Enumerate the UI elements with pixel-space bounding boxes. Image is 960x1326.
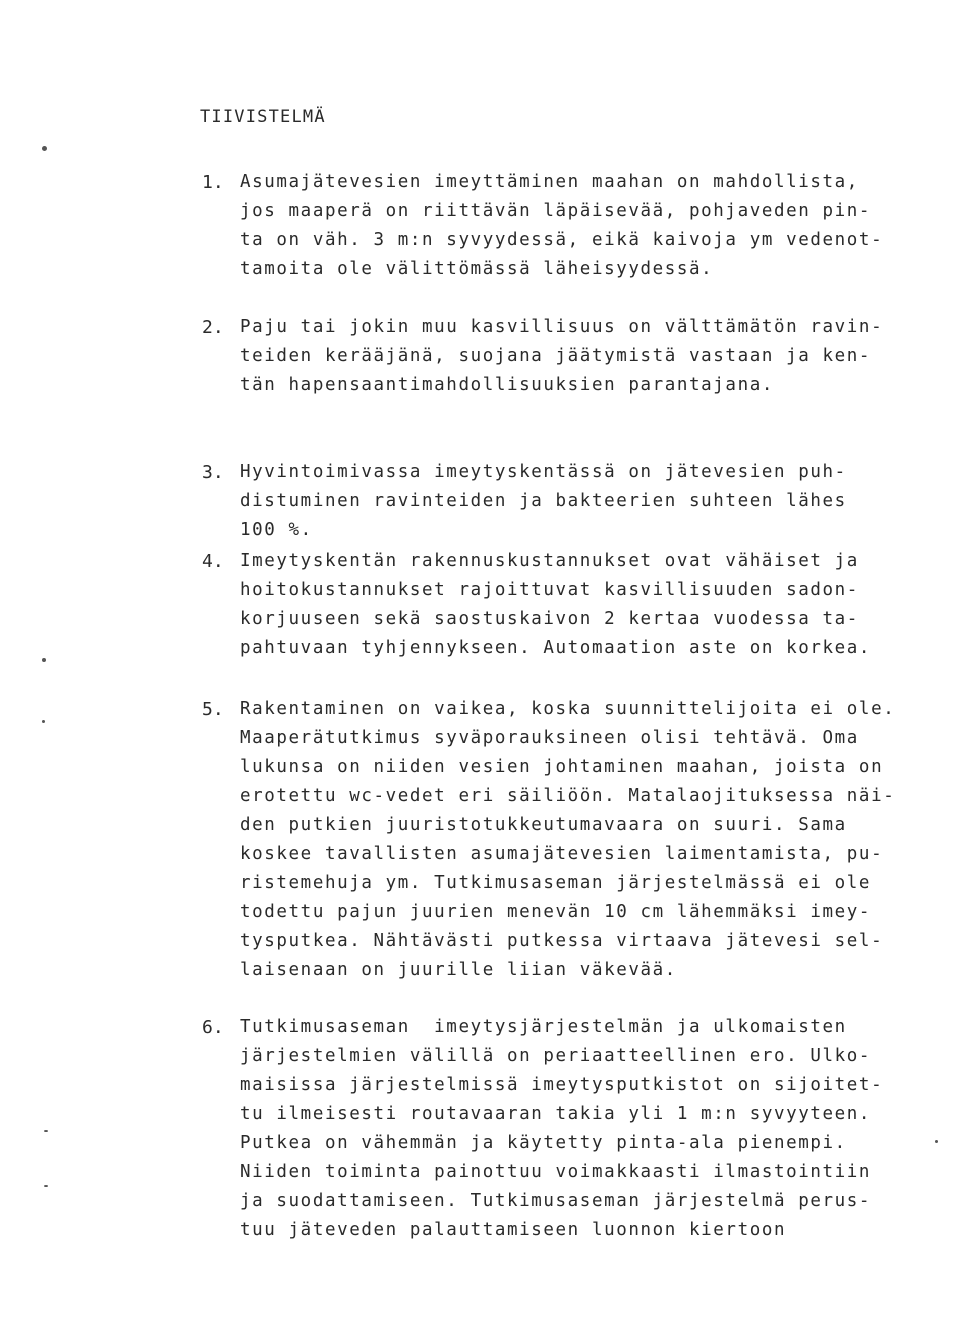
item-number: 5. [202,699,224,720]
text-line: korjuuseen sekä saostuskaivon 2 kertaa vuodessa ta- [240,609,859,629]
text-line: erotettu wc-vedet eri säiliöön. Matalaojituksessa näi- [240,786,896,806]
text-line: hoitokustannukset rajoittuvat kasvillisuuden sadon- [240,580,859,600]
text-line: jos maaperä on riittävän läpäisevää, pohjaveden pin- [240,201,872,221]
item-number: 1. [202,172,224,193]
scan-speck [42,146,47,151]
text-line: laisenaan on juurille liian väkevää. [240,960,677,980]
text-line: den putkien juuristotukkeutumavaara on suuri. Sama [240,815,847,835]
item-text [240,1013,884,1245]
text-line: maisissa järjestelmissä imeytysputkistot on sijoitet- [240,1075,884,1095]
item-text [240,313,884,400]
text-line: Rakentaminen on vaikea, koska suunnittelijoita ei ole. [240,699,896,719]
item-text [240,168,884,284]
text-line: Paju tai jokin muu kasvillisuus on välttämätön ravin- [240,317,884,337]
text-line: tu ilmeisesti routavaaran takia yli 1 m:n syvyyteen. [240,1104,872,1124]
text-line: Niiden toiminta painottuu voimakkaasti ilmastointiin [240,1162,872,1182]
item-text [240,547,880,663]
text-line: ta on väh. 3 m:n syvyydessä, eikä kaivoja ym vedenot- [240,230,884,250]
scan-speck [44,1130,48,1132]
text-line: koskee tavallisten asumajätevesien laimentamista, pu- [240,844,884,864]
text-line: Tutkimusaseman imeytysjärjestelmän ja ulkomaisten [240,1017,847,1037]
text-line: Imeytyskentän rakennuskustannukset ovat vähäiset ja [240,551,859,571]
text-line: distuminen ravinteiden ja bakteerien suhteen lähes [240,491,847,511]
item-number: 2. [202,317,224,338]
text-line: ristemehuja ym. Tutkimusaseman järjestelmässä ei ole [240,873,872,893]
page-title: TIIVISTELMÄ [200,107,326,127]
text-line: tuu jäteveden palauttamiseen luonnon kiertoon [240,1220,787,1240]
item-number: 6. [202,1017,224,1038]
item-number: 3. [202,462,224,483]
text-line: todettu pajun juurien menevän 10 cm lähemmäksi imey- [240,902,872,922]
text-line: Maaperätutkimus syväporauksineen olisi tehtävä. Oma [240,728,859,748]
text-line: järjestelmien välillä on periaatteellinen ero. Ulko- [240,1046,872,1066]
scan-speck [42,720,45,723]
scan-speck [935,1140,938,1143]
text-line: 100 %. [240,520,313,540]
item-number: 4. [202,551,224,572]
text-line: ja suodattamiseen. Tutkimusaseman järjestelmä perus- [240,1191,872,1211]
scan-speck [42,658,46,662]
text-line: Putkea on vähemmän ja käytetty pinta-ala pienempi. [240,1133,847,1153]
text-line: Asumajätevesien imeyttäminen maahan on mahdollista, [240,172,859,192]
text-line: tän hapensaantimahdollisuuksien parantajana. [240,375,774,395]
text-line: tysputkea. Nähtävästi putkessa virtaava jätevesi sel- [240,931,884,951]
text-line: pahtuvaan tyhjennykseen. Automaation aste on korkea. [240,638,872,658]
item-text [240,458,880,545]
text-line: Hyvintoimivassa imeytyskentässä on jätevesien puh- [240,462,847,482]
text-line: teiden kerääjänä, suojana jäätymistä vastaan ja ken- [240,346,872,366]
scan-speck [44,1185,48,1187]
text-line: tamoita ole välittömässä läheisyydessä. [240,259,714,279]
item-text [240,695,896,985]
text-line: lukunsa on niiden vesien johtaminen maahan, joista on [240,757,884,777]
